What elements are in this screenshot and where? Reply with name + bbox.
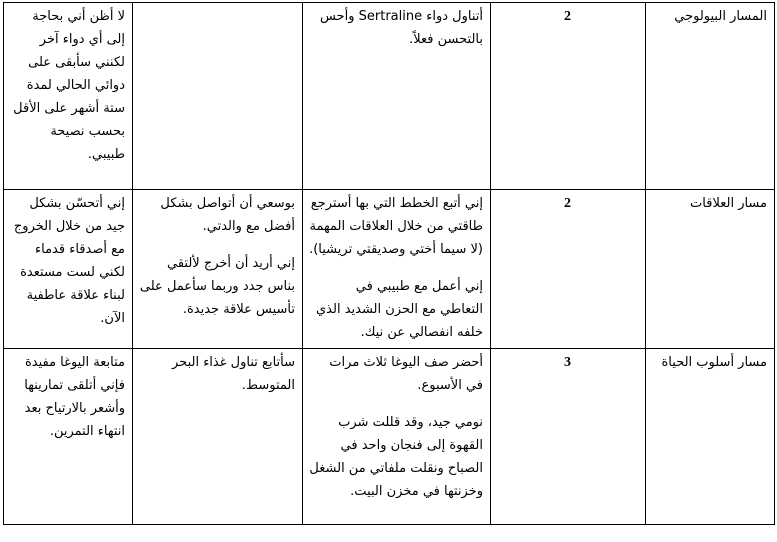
path-name-cell: المسار البيولوجي — [646, 3, 775, 190]
note-text: إني أتحسّن بشكل جيد من خلال الخروج مع أصدقاء قدماء لكني لست مستعدة لبناء علاقة عاطفية الآن. — [13, 196, 125, 326]
action-text: إني أعمل مع طبيبي في التعاطي مع الحزن الشديد الذي خلفه انفصالي عن نيك. — [315, 279, 483, 340]
progress-table — [3, 2, 775, 525]
rating-cell: 3 — [491, 349, 646, 525]
path-name-cell: مسار العلاقات — [646, 190, 775, 349]
table-row — [4, 349, 775, 525]
table-row — [4, 190, 775, 349]
notes-cell — [4, 349, 133, 525]
plan-text: سأتابع تناول غذاء البحر المتوسط. — [172, 355, 295, 393]
rating-cell: 2 — [491, 3, 646, 190]
table-row — [4, 3, 775, 190]
actions-cell — [303, 3, 491, 190]
actions-cell — [303, 190, 491, 349]
action-text: أحضر صف اليوغا ثلاث مرات في الأسبوع. — [329, 355, 483, 393]
notes-cell — [4, 190, 133, 349]
action-text: نومي جيد، وقد قللت شرب القهوة إلى فنجان واحد في الصباح ونقلت ملفاتي من الشغل وخزنتها في مخزن البيت. — [309, 415, 483, 499]
plans-cell — [133, 349, 303, 525]
plan-text: بوسعي أن أتواصل بشكل أفضل مع والدتي. — [160, 196, 295, 234]
action-text: إني أتبع الخطط التي بها أسترجع طاقتي من خلال العلاقات المهمة (لا سيما أختي وصديقتي تريشيا). — [309, 196, 483, 257]
action-text: أتناول دواء Sertraline وأحس بالتحسن فعلاً. — [319, 9, 483, 47]
plans-cell — [133, 190, 303, 349]
actions-cell — [303, 349, 491, 525]
plans-cell — [133, 3, 303, 190]
notes-cell — [4, 3, 133, 190]
rating-cell: 2 — [491, 190, 646, 349]
path-name-cell: مسار أسلوب الحياة — [646, 349, 775, 525]
note-text: متابعة اليوغا مفيدة فإني أتلقى تمارينها وأشعر بالارتياح بعد انتهاء التمرين. — [24, 355, 125, 439]
note-text: لا أظن أني بحاجة إلى أي دواء آخر لكنني سأبقى على دوائي الحالي لمدة ستة أشهر على الأقل بحسب نصيحة طبيبي. — [13, 9, 125, 162]
plan-text: إني أريد أن أخرج لألتقي بناس جدد وربما سأعمل على تأسيس علاقة جديدة. — [139, 256, 295, 317]
